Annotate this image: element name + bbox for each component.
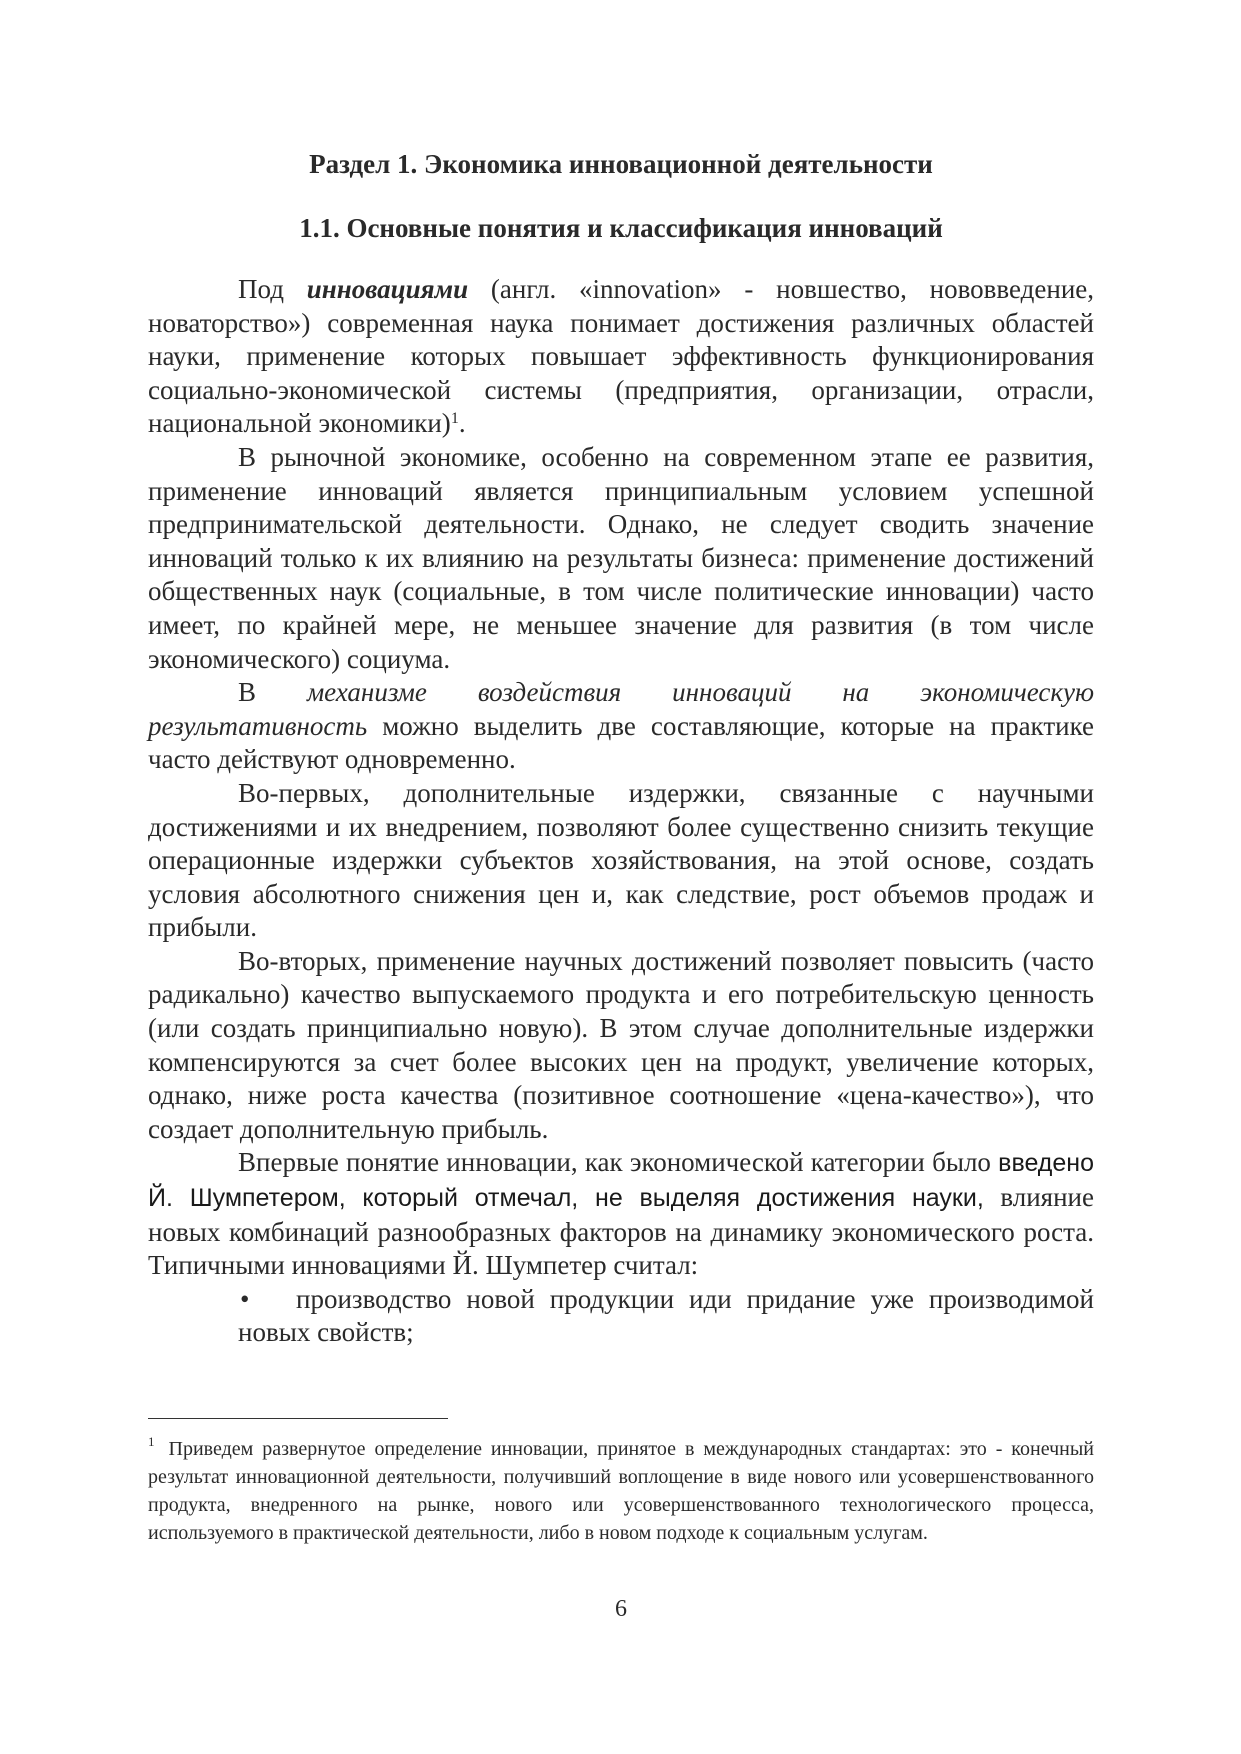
footnote-number: 1 <box>148 1434 155 1449</box>
subsection-title: 1.1. Основные понятия и классификация инноваций <box>299 213 943 243</box>
sans-text-fragment: введено Й. Шумпетером, который отмечал, не выделяя достижения науки, <box>148 1149 1094 1213</box>
list-item-text: производство новой продукции иди придание уже производимой новых свойств; <box>238 1283 1094 1348</box>
bullet-icon: • <box>240 1283 250 1314</box>
footnote-text: Приведем развернутое определение инновации, принятое в международных стандартах: это - конечный результат инновационной деятельности, получивший воплощение в виде нового или усовершенствованного продукта, внедренного на рынке, нового или усовершенствованного технологического процесса, используемого в практической деятельности, либо в новом подходе к социальным услугам. <box>148 1438 1094 1544</box>
paragraph-secondly: Во-вторых, применение научных достижений позволяет повысить (часто радикально) качество выпускаемого продукта и его потребительскую ценность (или создать принципиально новую). В этом случае дополнительные издержки компенсируются за счет более высоких цен на продукт, увеличение которых, однако, ниже роста качества (позитивное соотношение «цена-качество»), что создает дополнительную прибыль. <box>148 945 1094 1144</box>
footnote-separator <box>148 1418 448 1419</box>
document-page <box>148 0 1094 1754</box>
footnote-reference: 1 <box>450 410 459 428</box>
list-item <box>238 1283 1094 1350</box>
paragraph-schumpeter: Впервые понятие инновации, как экономической категории было введено Й. Шумпетером, который отмечал, не выделяя достижения науки, влияние новых комбинаций разнообразных факторов на динамику экономического роста. Типичными инновациями Й. Шумпетер считал: <box>148 1147 1094 1281</box>
paragraph-firstly: Во-первых, дополнительные издержки, связанные с научными достижениями и их внедрением, позволяют более существенно снизить текущие операционные издержки субъектов хозяйствования, на этой основе, создать условия абсолютного снижения цен и, как следствие, рост объемов продаж и прибыли. <box>148 777 1094 943</box>
paragraph-market-economy: В рыночной экономике, особенно на современном этапе ее развития, применение инноваций является принципиальным условием успешной предпринимательской деятельности. Однако, не следует сводить значение инноваций только к их влиянию на результаты бизнеса: применение достижений общественных наук (социальные, в том числе политические инновации) часто имеет, по крайней мере, не меньшее значение для развития (в том числе экономического) социума. <box>148 441 1094 674</box>
term-mechanism: механизме воздействия инноваций на экономическую результативность <box>148 677 1094 741</box>
body-text <box>148 273 1094 1350</box>
innovation-types-list <box>148 1283 1094 1350</box>
paragraph-mechanism: В механизме воздействия инноваций на экономическую результативность можно выделить две составляющие, которые на практике часто действуют одновременно. <box>148 677 1094 775</box>
paragraph-innovation-definition: Под инновациями (англ. «innovation» - новшество, нововведение, новаторство») современная наука понимает достижения различных областей науки, применение которых повышает эффективность функционирования социально-экономической системы (предприятия, организации, отрасли, национальной экономики)$^1$. <box>148 274 1094 439</box>
footnote <box>148 1428 1094 1547</box>
section-title: Раздел 1. Экономика инновационной деятельности <box>309 149 933 179</box>
term-innovations: инновациями <box>306 274 469 304</box>
page-number: 6 <box>615 1596 627 1622</box>
